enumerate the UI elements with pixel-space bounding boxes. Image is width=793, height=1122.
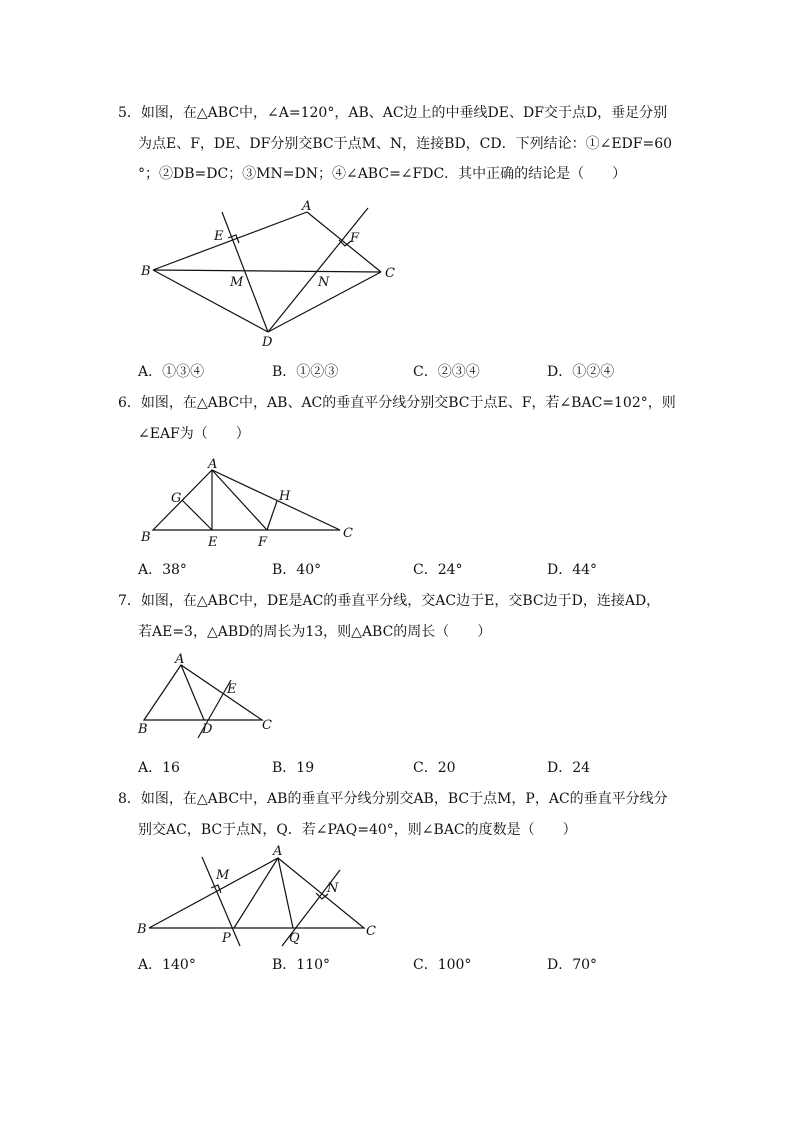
label-m: M — [216, 868, 230, 883]
label-e: E — [227, 682, 237, 697]
label-n: N — [318, 275, 330, 290]
label-f: F — [258, 535, 268, 550]
label-a: A — [208, 457, 218, 472]
question-8-option-a[interactable]: A．140° — [138, 957, 196, 973]
question-6-option-c[interactable]: C．24° — [413, 562, 463, 578]
question-5-option-a[interactable]: A．①③④ — [138, 364, 205, 380]
question-7-line-1: 7．如图，在△ABC中，DE是AC的垂直平分线，交AC边于E，交BC边于D，连接AD， — [118, 593, 661, 609]
label-b: B — [141, 264, 151, 279]
label-e: E — [214, 229, 224, 244]
label-c: C — [343, 526, 353, 541]
label-g: G — [171, 491, 182, 506]
label-c: C — [366, 924, 376, 939]
label-d: D — [262, 335, 273, 350]
question-7-option-c[interactable]: C．20 — [413, 760, 456, 776]
label-m: M — [230, 275, 244, 290]
label-a: A — [273, 844, 283, 859]
question-7-option-a[interactable]: A．16 — [138, 760, 180, 776]
label-a: A — [302, 199, 312, 214]
question-5-line-1: 5．如图，在△ABC中，∠A=120°，AB、AC边上的中垂线DE、DF交于点D，垂足分别 — [118, 105, 668, 121]
label-p: P — [222, 931, 231, 946]
label-b: B — [138, 722, 148, 737]
label-e: E — [208, 535, 218, 550]
label-h: H — [279, 489, 291, 504]
question-5-option-c[interactable]: C．②③④ — [413, 364, 480, 380]
question-6-option-b[interactable]: B．40° — [272, 562, 322, 578]
question-5-option-d[interactable]: D．①②④ — [547, 364, 615, 380]
question-8-option-c[interactable]: C．100° — [413, 957, 472, 973]
question-5-line-2: 为点E、F，DE、DF分别交BC于点M、N，连接BD，CD．下列结论：①∠EDF=60 — [138, 136, 673, 152]
label-b: B — [137, 922, 147, 937]
question-7-option-b[interactable]: B．19 — [272, 760, 315, 776]
question-7-option-d[interactable]: D．24 — [547, 760, 591, 776]
label-q: Q — [289, 931, 300, 946]
question-6-line-2: ∠EAF为（ ） — [138, 426, 250, 442]
question-8-line-1: 8．如图，在△ABC中，AB的垂直平分线分别交AB，BC于点M，P，AC的垂直平分线分 — [118, 791, 668, 807]
question-5-option-b[interactable]: B．①②③ — [272, 364, 339, 380]
label-c: C — [385, 266, 395, 281]
question-8-line-2: 别交AC，BC于点N，Q．若∠PAQ=40°，则∠BAC的度数是（ ） — [138, 822, 577, 838]
label-c: C — [262, 718, 272, 733]
label-n: N — [327, 881, 339, 896]
label-f: F — [350, 231, 360, 246]
question-8-option-b[interactable]: B．110° — [272, 957, 331, 973]
question-5-line-3: °；②DB=DC；③MN=DN；④∠ABC=∠FDC．其中正确的结论是（ ） — [138, 166, 627, 182]
question-6-line-1: 6．如图，在△ABC中，AB、AC的垂直平分线分别交BC于点E、F，若∠BAC=102°，则 — [118, 395, 676, 411]
question-6-option-d[interactable]: D．44° — [547, 562, 598, 578]
question-7-line-2: 若AE=3，△ABD的周长为13，则△ABC的周长（ ） — [138, 624, 492, 640]
question-6-option-a[interactable]: A．38° — [138, 562, 187, 578]
label-b: B — [141, 530, 151, 545]
label-d: D — [202, 722, 213, 737]
label-a: A — [175, 652, 185, 667]
question-8-option-d[interactable]: D．70° — [547, 957, 598, 973]
